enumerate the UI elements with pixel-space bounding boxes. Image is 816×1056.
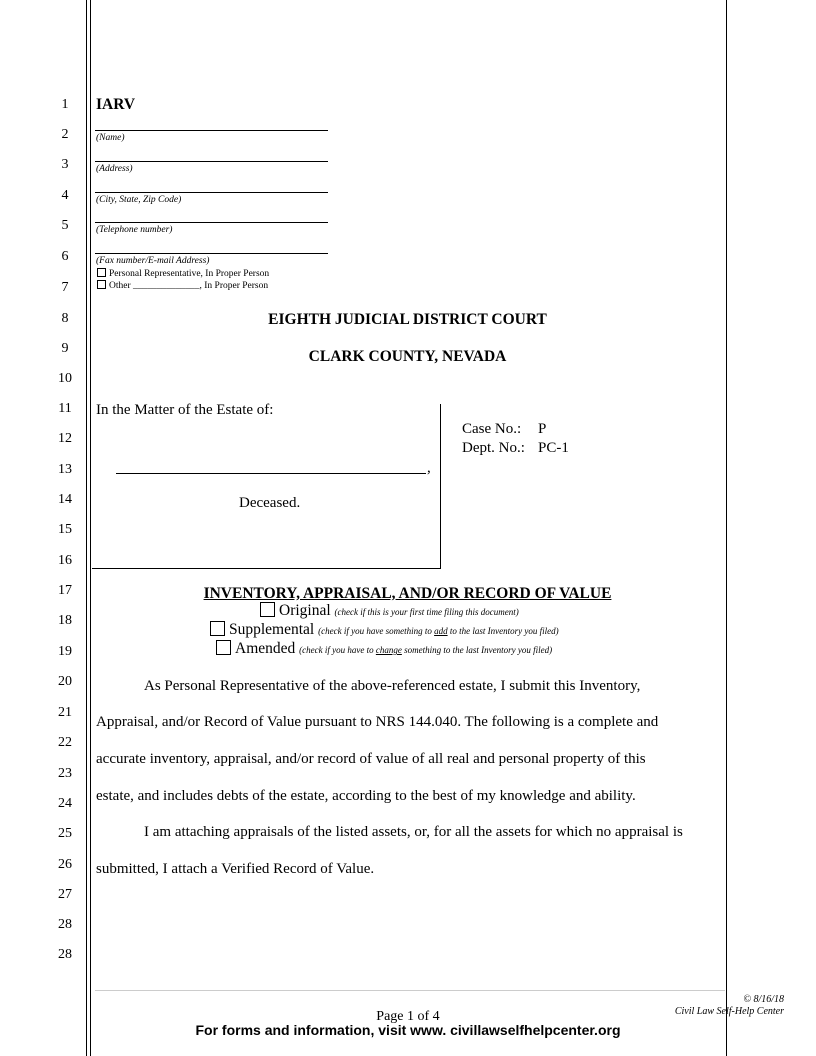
supplemental-label: Supplemental: [229, 621, 315, 638]
other-label-suffix: , In Proper Person: [199, 281, 269, 291]
case-no-value[interactable]: P: [538, 421, 547, 437]
body-p1-line1: As Personal Representative of the above-referenced estate, I submit this Inventory,: [144, 678, 641, 694]
option-amended: [216, 640, 552, 658]
body-p2-line2: submitted, I attach a Verified Record of Value.: [96, 861, 375, 877]
decedent-name-line[interactable]: [116, 473, 426, 474]
court-name: EIGHTH JUDICIAL DISTRICT COURT: [268, 311, 547, 328]
case-no-label: Case No.:: [462, 421, 522, 437]
line-number: 20: [58, 674, 72, 689]
dept-no-label: Dept. No.:: [462, 440, 525, 456]
line-number: 28: [58, 947, 72, 962]
line-number: 12: [58, 431, 72, 446]
line-number: 19: [58, 644, 72, 659]
supplemental-note-add: add: [434, 626, 448, 636]
line-number: 17: [58, 583, 72, 598]
document-title: INVENTORY, APPRAISAL, AND/OR RECORD OF VALUE: [203, 585, 612, 602]
line-number: 8: [61, 311, 69, 326]
copyright-date: © 8/16/18: [743, 994, 784, 1005]
fax-email-caption: (Fax number/E-mail Address): [96, 256, 210, 266]
line-number: 18: [58, 613, 72, 628]
decedent-comma: ,: [427, 460, 431, 476]
right-margin-rule: [726, 0, 727, 1056]
option-original: [260, 602, 519, 620]
body-p1-line4: estate, and includes debts of the estate, according to the best of my knowledge and ability.: [96, 788, 636, 804]
amended-checkbox[interactable]: [216, 640, 231, 655]
other-label-prefix: Other: [109, 281, 134, 291]
address-line[interactable]: [95, 161, 328, 162]
supplemental-note: [318, 626, 558, 636]
personal-rep-label: Personal Representative, In Proper Person: [109, 269, 270, 279]
line-number: 14: [58, 492, 72, 507]
line-number: 2: [61, 127, 69, 142]
amended-note-b: something to the last Inventory you filed): [401, 645, 553, 655]
body-p2-line1: I am attaching appraisals of the listed assets, or, for all the assets for which no appraisal is: [144, 824, 683, 840]
line-number: 9: [61, 341, 69, 356]
form-code: IARV: [96, 96, 136, 113]
line-number: 26: [58, 857, 72, 872]
supplemental-checkbox[interactable]: [210, 621, 225, 636]
amended-note-a: (check if you have to: [299, 645, 376, 655]
line-number: 4: [61, 188, 69, 203]
option-personal-rep: [97, 268, 269, 279]
fax-email-line[interactable]: [95, 253, 328, 254]
line-number: 21: [58, 705, 72, 720]
original-checkbox[interactable]: [260, 602, 275, 617]
other-checkbox[interactable]: [97, 280, 106, 289]
footer-rule: [95, 990, 725, 991]
line-number: 23: [58, 766, 72, 781]
option-supplemental: [210, 621, 559, 639]
line-number: 11: [58, 401, 72, 416]
body-p1-line3: accurate inventory, appraisal, and/or record of value of all real and personal property of this: [96, 751, 646, 767]
page-number: Page 1 of 4: [376, 1009, 440, 1024]
address-caption: (Address): [96, 164, 133, 174]
caption-box: [92, 404, 441, 569]
footer-link[interactable]: For forms and information, visit www. civillawselfhelpcenter.org: [195, 1022, 621, 1038]
line-number: 28: [58, 917, 72, 932]
name-line[interactable]: [95, 130, 328, 131]
line-number: 15: [58, 522, 72, 537]
amended-note: [299, 645, 552, 655]
city-caption: (City, State, Zip Code): [96, 195, 182, 205]
line-number: 22: [58, 735, 72, 750]
supplemental-note-b: to the last Inventory you filed): [447, 626, 559, 636]
deceased-text: Deceased.: [239, 495, 301, 511]
supplemental-note-a: (check if you have something to: [318, 626, 435, 636]
other-blank[interactable]: ______________: [133, 281, 200, 291]
line-number: 1: [61, 97, 69, 112]
original-label: Original: [279, 602, 331, 619]
line-number: 13: [58, 462, 72, 477]
amended-label: Amended: [235, 640, 296, 657]
personal-rep-checkbox[interactable]: [97, 268, 106, 277]
line-number: 5: [61, 218, 69, 233]
line-number: 10: [58, 371, 72, 386]
telephone-line[interactable]: [95, 222, 328, 223]
matter-text: In the Matter of the Estate of:: [96, 402, 274, 418]
dept-no-value[interactable]: PC-1: [538, 440, 569, 456]
left-margin-rule-1: [86, 0, 87, 1056]
line-number: 25: [58, 826, 72, 841]
line-number: 3: [61, 157, 69, 172]
amended-note-change: change: [375, 645, 402, 655]
line-number: 6: [61, 249, 69, 264]
option-other: [97, 280, 268, 291]
copyright-org: Civil Law Self-Help Center: [674, 1006, 784, 1017]
body-p1-line2: Appraisal, and/or Record of Value pursuant to NRS 144.040. The following is a complete and: [96, 714, 659, 730]
name-caption: (Name): [96, 133, 125, 143]
original-note: (check if this is your first time filing this document): [334, 607, 519, 617]
line-number: 16: [58, 553, 72, 568]
court-county: CLARK COUNTY, NEVADA: [308, 348, 507, 365]
telephone-caption: (Telephone number): [96, 225, 173, 235]
line-number: 27: [58, 887, 72, 902]
line-number: 24: [58, 796, 72, 811]
city-line[interactable]: [95, 192, 328, 193]
left-margin-rule-2: [90, 0, 91, 1056]
line-number: 7: [61, 280, 69, 295]
